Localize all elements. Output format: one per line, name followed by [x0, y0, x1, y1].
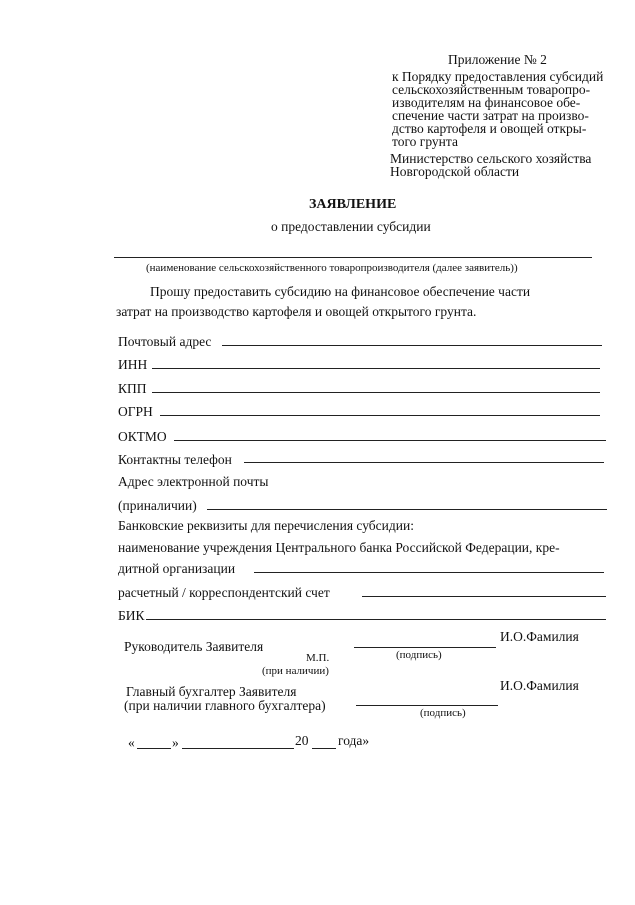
document-subtitle: о предоставлении субсидии — [271, 219, 431, 234]
email-note: (приналичии) — [118, 498, 197, 513]
date-open-quote: « — [128, 735, 135, 750]
head-signature-field[interactable] — [354, 647, 496, 648]
request-text-line1: Прошу предоставить субсидию на финансовое обеспечение части — [150, 284, 531, 299]
kpp-field[interactable] — [152, 392, 600, 393]
postal-address-field[interactable] — [222, 345, 602, 346]
procedure-line: сельскохозяйственным товаропро- — [392, 82, 591, 97]
stamp-note: (при наличии) — [262, 665, 329, 677]
applicant-caption: (наименование сельскохозяйственного товаропроизводителя (далее заявитель)) — [146, 262, 518, 274]
phone-label: Контактны телефон — [118, 452, 232, 467]
procedure-reference — [392, 70, 603, 148]
head-label: Руководитель Заявителя — [124, 639, 264, 654]
account-label: расчетный / корреспондентский счет — [118, 585, 330, 600]
bik-label: БИК — [118, 608, 145, 623]
ogrn-field[interactable] — [160, 415, 600, 416]
date-month-field[interactable] — [182, 748, 294, 749]
document-title: ЗАЯВЛЕНИЕ — [309, 197, 397, 212]
procedure-line: к Порядку предоставления субсидий — [392, 69, 604, 84]
date-year-prefix: 20 — [295, 733, 309, 748]
kpp-label: КПП — [118, 381, 147, 396]
appendix-number: Приложение № 2 — [448, 52, 547, 67]
procedure-line: спечение части затрат на произво- — [392, 108, 589, 123]
bank-name-field[interactable] — [254, 572, 604, 573]
accountant-signature-caption: (подпись) — [420, 707, 466, 719]
email-field[interactable] — [207, 509, 607, 510]
procedure-line: того грунта — [392, 134, 458, 149]
ogrn-label: ОГРН — [118, 404, 153, 419]
bank-name-label: наименование учреждения Центрального банка Российской Федерации, кре- — [118, 540, 560, 555]
postal-address-label: Почтовый адрес — [118, 334, 212, 349]
ministry-line: Министерство сельского хозяйства — [390, 151, 592, 166]
date-day-field[interactable] — [137, 748, 171, 749]
date-year-field[interactable] — [312, 748, 336, 749]
inn-field[interactable] — [152, 368, 600, 369]
accountant-note: (при наличии главного бухгалтера) — [124, 698, 326, 713]
inn-label: ИНН — [118, 357, 148, 372]
bik-field[interactable] — [146, 619, 606, 620]
request-text-line2: затрат на производство картофеля и овощей открытого грунта. — [116, 304, 477, 319]
accountant-label: Главный бухгалтер Заявителя — [126, 684, 297, 699]
oktmo-label: ОКТМО — [118, 429, 167, 444]
procedure-line: изводителям на финансовое обе- — [392, 95, 581, 110]
procedure-line: дство картофеля и овощей откры- — [392, 121, 587, 136]
date-close-quote: » — [172, 735, 179, 750]
bank-details-heading: Банковские реквизиты для перечисления субсидии: — [118, 518, 414, 533]
accountant-signature-field[interactable] — [356, 705, 498, 706]
account-field[interactable] — [362, 596, 606, 597]
head-name: И.О.Фамилия — [500, 629, 579, 644]
bank-name-label-cont: дитной организации — [118, 561, 236, 576]
stamp-label: М.П. — [306, 652, 330, 664]
applicant-name-line[interactable] — [114, 257, 592, 258]
date-year-suffix: года» — [338, 733, 370, 748]
head-signature-caption: (подпись) — [396, 649, 442, 661]
accountant-name: И.О.Фамилия — [500, 678, 579, 693]
oktmo-field[interactable] — [174, 440, 606, 441]
ministry-line: Новгородской области — [390, 164, 520, 179]
email-label: Адрес электронной почты — [118, 474, 269, 489]
ministry-block — [390, 152, 591, 178]
phone-field[interactable] — [244, 462, 604, 463]
